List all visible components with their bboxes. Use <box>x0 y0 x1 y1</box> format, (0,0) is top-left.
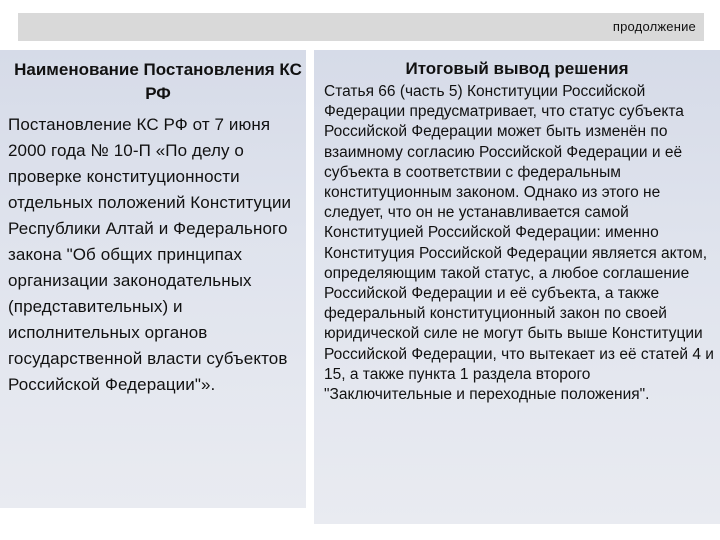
left-column-title: Наименование Постановления КС РФ <box>14 60 302 103</box>
header-bar <box>18 13 704 43</box>
right-column <box>314 50 720 524</box>
right-column-title: Итоговый вывод решения <box>405 59 629 78</box>
continuation-label: продолжение <box>612 19 696 34</box>
left-column-text: Постановление КС РФ от 7 июня 2000 года № 10-П «По делу о проверке конституционности отдельных положений Конституции Республики Алтай и Федерального закона "Об общих принципах организации законодательных (представительных) и исполнительных органов государственной власти субъектов Российской Федерации"». <box>8 115 292 394</box>
left-column <box>0 50 306 508</box>
right-column-text: Статья 66 (часть 5) Конституции Российской Федерации предусматривает, что статус субъекта Российской Федерации может быть изменён по взаимному согласию Российской Федерации и её субъекта в соответствии с федеральным конституционным законом. Однако из этого не следует, что он не устанавливается самой Конституцией Российской Федерации: именно Конституция Российской Федерации является актом, определяющим такой статус, а любое соглашение Российской Федерации и её субъекта, а также федеральный конституционный закон по своей юридической силе не могут быть выше Конституции Российской Федерации, что вытекает из её статей 4 и 15, а также пункта 1 раздела второго "Заключительные и переходные положения". <box>324 83 714 404</box>
